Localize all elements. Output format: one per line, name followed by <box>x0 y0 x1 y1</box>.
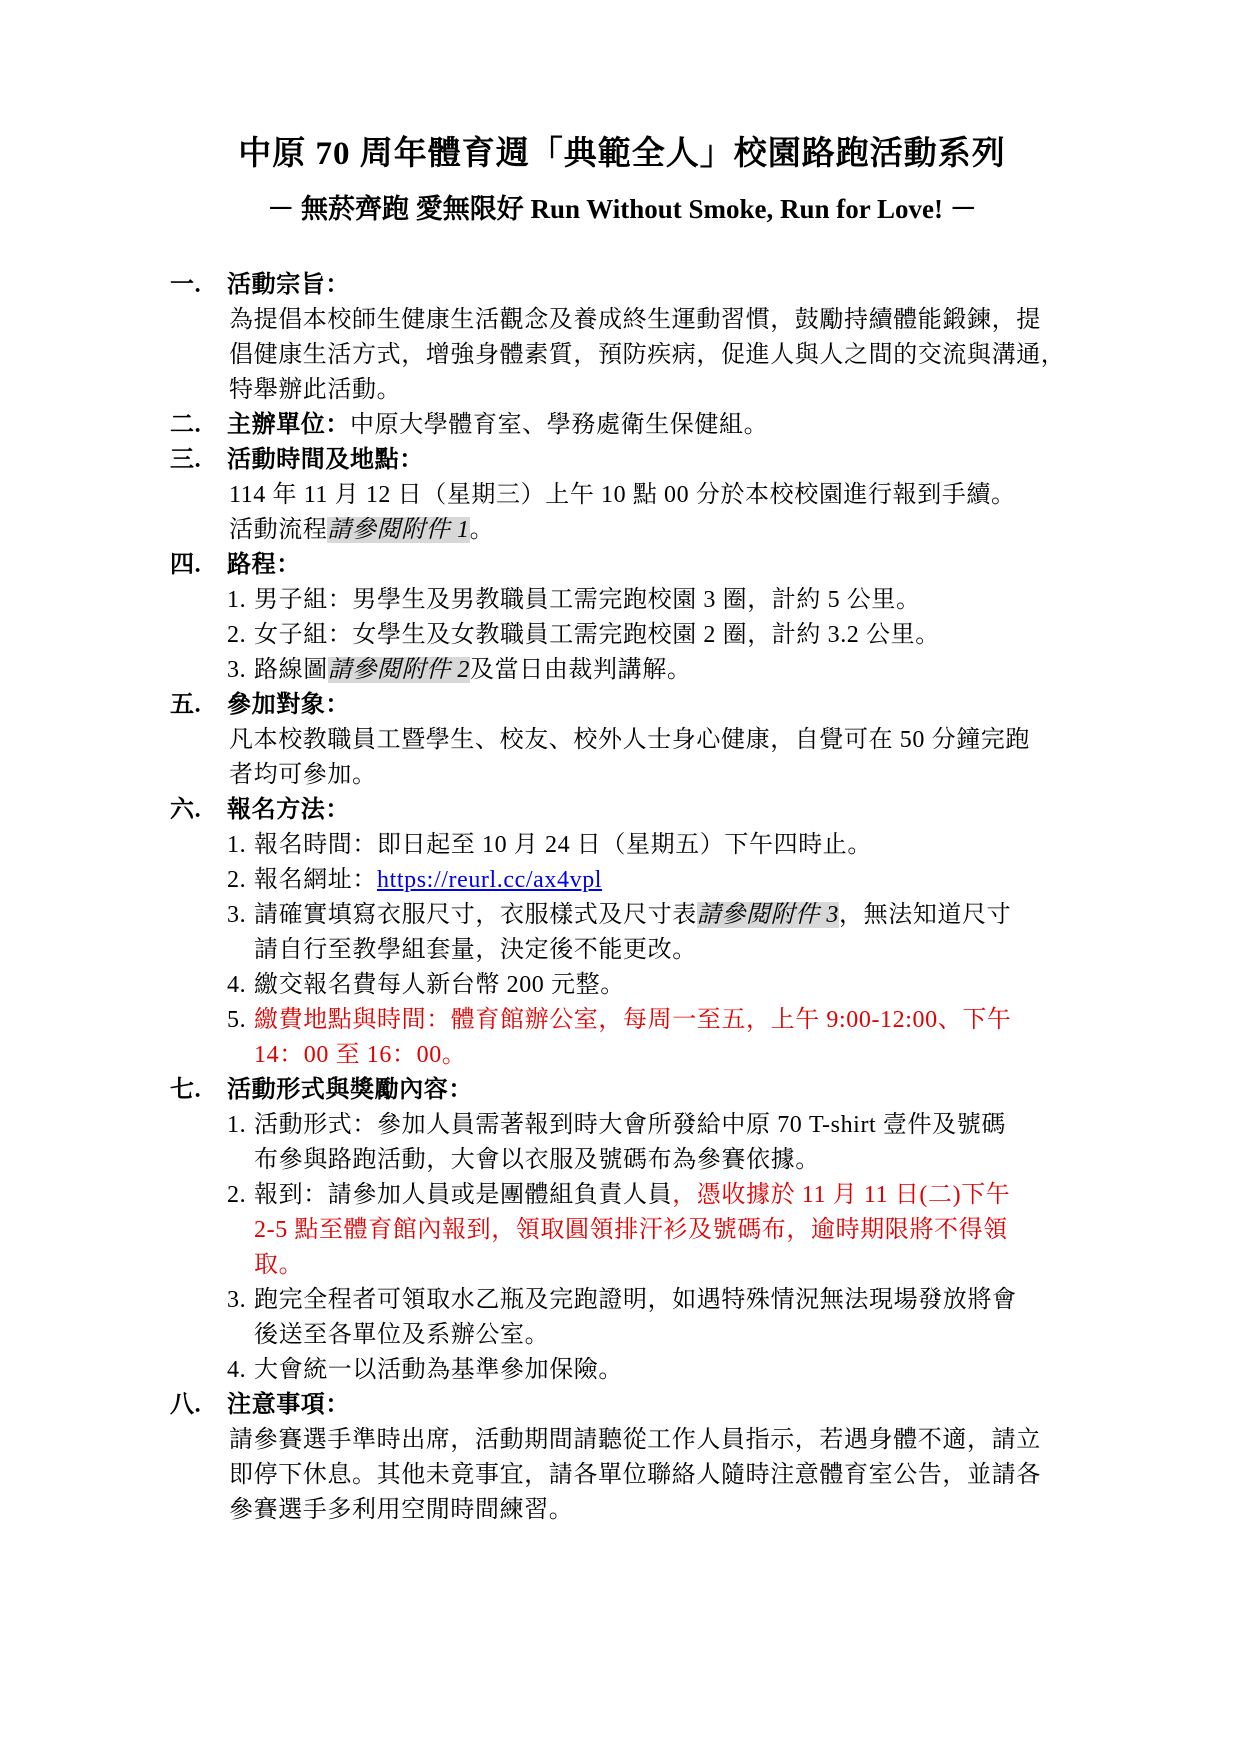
section-3-title: 活動時間及地點： <box>227 447 424 473</box>
list-item <box>170 898 1074 933</box>
section-6-heading <box>170 793 1074 828</box>
list-item <box>170 828 1074 863</box>
section-4-title: 路程： <box>227 552 301 578</box>
section-3-label: 三. <box>170 447 202 473</box>
attachment-3-ref-highlight: 請參閱附件 3 <box>696 902 840 928</box>
document-content <box>170 130 1074 1528</box>
item-number: 1. <box>227 1112 247 1138</box>
section-1-paragraph-line: 為提倡本校師生健康生活觀念及養成終生運動習慣，鼓勵持續體能鍛鍊，提 <box>229 307 1041 333</box>
section-8-label: 八. <box>170 1392 202 1418</box>
section-8-title: 注意事項： <box>227 1392 350 1418</box>
section-3-text: 活動流程 <box>229 517 328 543</box>
item-text: 報名時間：即日起至 10 月 24 日（星期五）下午四時止。 <box>254 832 872 858</box>
item-number: 2. <box>227 867 247 893</box>
item-number: 1. <box>227 832 247 858</box>
doc-subtitle: － 無菸齊跑 愛無限好 Run Without Smoke, Run for Love! － <box>267 194 977 224</box>
section-1-paragraph-line: 倡健康生活方式，增強身體素質，預防疾病，促進人與人之間的交流與溝通， <box>229 342 1066 368</box>
section-5-paragraph-line: 者均可參加。 <box>229 762 377 788</box>
section-5-paragraph-line: 凡本校教職員工暨學生、校友、校外人士身心健康，自覺可在 50 分鐘完跑 <box>229 727 1030 753</box>
payment-notice-red-text: 14：00 至 16：00。 <box>254 1042 467 1068</box>
list-item <box>170 1283 1074 1318</box>
list-item <box>170 618 1074 653</box>
item-continuation-line: 請自行至教學組套量，決定後不能更改。 <box>254 937 697 963</box>
doc-body <box>170 268 1074 1528</box>
doc-title: 中原 70 周年體育週「典範全人」校園路跑活動系列 <box>238 136 1006 172</box>
attachment-2-ref-highlight: 請參閱附件 2 <box>327 657 471 683</box>
section-3-paragraph-line: 114 年 11 月 12 日（星期三）上午 10 點 00 分於本校校園進行報到手續。 <box>229 482 1016 508</box>
item-text: ，無法知道尺寸 <box>839 902 1012 928</box>
item-text: 跑完全程者可領取水乙瓶及完跑證明，如遇特殊情況無法現場發放將會 <box>254 1287 1017 1313</box>
list-item <box>170 1108 1074 1143</box>
section-1-heading <box>170 268 1074 303</box>
attachment-1-ref-highlight: 請參閱附件 1 <box>327 517 470 543</box>
section-1-paragraph-line: 特舉辦此活動。 <box>229 377 402 403</box>
item-number: 3. <box>227 1287 247 1313</box>
section-7-title: 活動形式與獎勵內容： <box>227 1077 473 1103</box>
item-text: 活動形式：參加人員需著報到時大會所發給中原 70 T-shirt 壹件及號碼 <box>254 1112 1006 1138</box>
item-number: 4. <box>227 1357 247 1383</box>
item-number: 1. <box>227 587 247 613</box>
section-3-heading <box>170 443 1074 478</box>
payment-notice-red-text: 繳費地點與時間：體育館辦公室，每周一至五，上午 9:00-12:00、下午 <box>254 1007 1012 1033</box>
section-2-text: 中原大學體育室、學務處衛生保健組。 <box>350 412 769 438</box>
registration-url-link[interactable]: https://reurl.cc/ax4vpl <box>377 867 603 893</box>
section-2-heading <box>170 408 1074 443</box>
item-text: 女子組：女學生及女教職員工需完跑校園 2 圈，計約 3.2 公里。 <box>254 622 940 648</box>
item-number: 3. <box>227 657 247 683</box>
section-8-paragraph-line: 請參賽選手準時出席，活動期間請聽從工作人員指示，若遇身體不適，請立 <box>229 1427 1041 1453</box>
section-5-heading <box>170 688 1074 723</box>
section-5-title: 參加對象： <box>227 692 350 718</box>
checkin-notice-red-text: 2-5 點至體育館內報到，領取圓領排汗衫及號碼布，逾時期限將不得領 <box>254 1217 1008 1243</box>
list-item <box>170 1178 1074 1213</box>
section-4-heading <box>170 548 1074 583</box>
section-2-title: 主辦單位： <box>227 412 350 438</box>
list-item <box>170 863 1074 898</box>
item-continuation-line <box>170 1038 1074 1073</box>
item-number: 5. <box>227 1007 247 1033</box>
item-text: 繳交報名費每人新台幣 200 元整。 <box>254 972 625 998</box>
item-text: 請確實填寫衣服尺寸，衣服樣式及尺寸表 <box>254 902 697 928</box>
item-continuation-line: 布參與路跑活動，大會以衣服及號碼布為參賽依據。 <box>254 1147 820 1173</box>
item-text: 男子組：男學生及男教職員工需完跑校園 3 圈，計約 5 公里。 <box>254 587 921 613</box>
section-8-paragraph-line: 即停下休息。其他未竟事宜，請各單位聯絡人隨時注意體育室公告，並請各 <box>229 1462 1041 1488</box>
list-item <box>170 968 1074 1003</box>
section-8-paragraph-line: 參賽選手多利用空閒時間練習。 <box>229 1497 574 1523</box>
item-continuation-line <box>170 1213 1074 1248</box>
section-3-text: 。 <box>469 517 495 543</box>
list-item <box>170 653 1074 688</box>
item-text: 大會統一以活動為基準參加保險。 <box>254 1357 623 1383</box>
section-1-label: 一. <box>170 272 202 298</box>
item-continuation-line <box>170 1248 1074 1283</box>
item-number: 2. <box>227 1182 247 1208</box>
item-continuation-line: 後送至各單位及系辦公室。 <box>254 1322 550 1348</box>
section-7-heading <box>170 1073 1074 1108</box>
section-7-label: 七. <box>170 1077 202 1103</box>
item-number: 4. <box>227 972 247 998</box>
section-6-title: 報名方法： <box>227 797 350 823</box>
section-1-title: 活動宗旨： <box>227 272 350 298</box>
list-item <box>170 1003 1074 1038</box>
item-text: 及當日由裁判講解。 <box>470 657 692 683</box>
item-number: 3. <box>227 902 247 928</box>
item-text: 報名網址： <box>254 867 377 893</box>
checkin-notice-red-text: 取。 <box>254 1252 304 1278</box>
item-number: 2. <box>227 622 247 648</box>
section-8-heading <box>170 1388 1074 1423</box>
list-item <box>170 1353 1074 1388</box>
list-item <box>170 583 1074 618</box>
section-2-label: 二. <box>170 412 202 438</box>
section-4-label: 四. <box>170 552 202 578</box>
section-5-label: 五. <box>170 692 202 718</box>
item-text: 報到：請參加人員或是團體組負責人員 <box>254 1182 673 1208</box>
checkin-notice-red-text: ，憑收據於 11 月 11 日(二)下午 <box>672 1182 1011 1208</box>
section-6-label: 六. <box>170 797 202 823</box>
item-text: 路線圖 <box>254 657 328 683</box>
section-3-paragraph-line <box>170 513 1074 548</box>
